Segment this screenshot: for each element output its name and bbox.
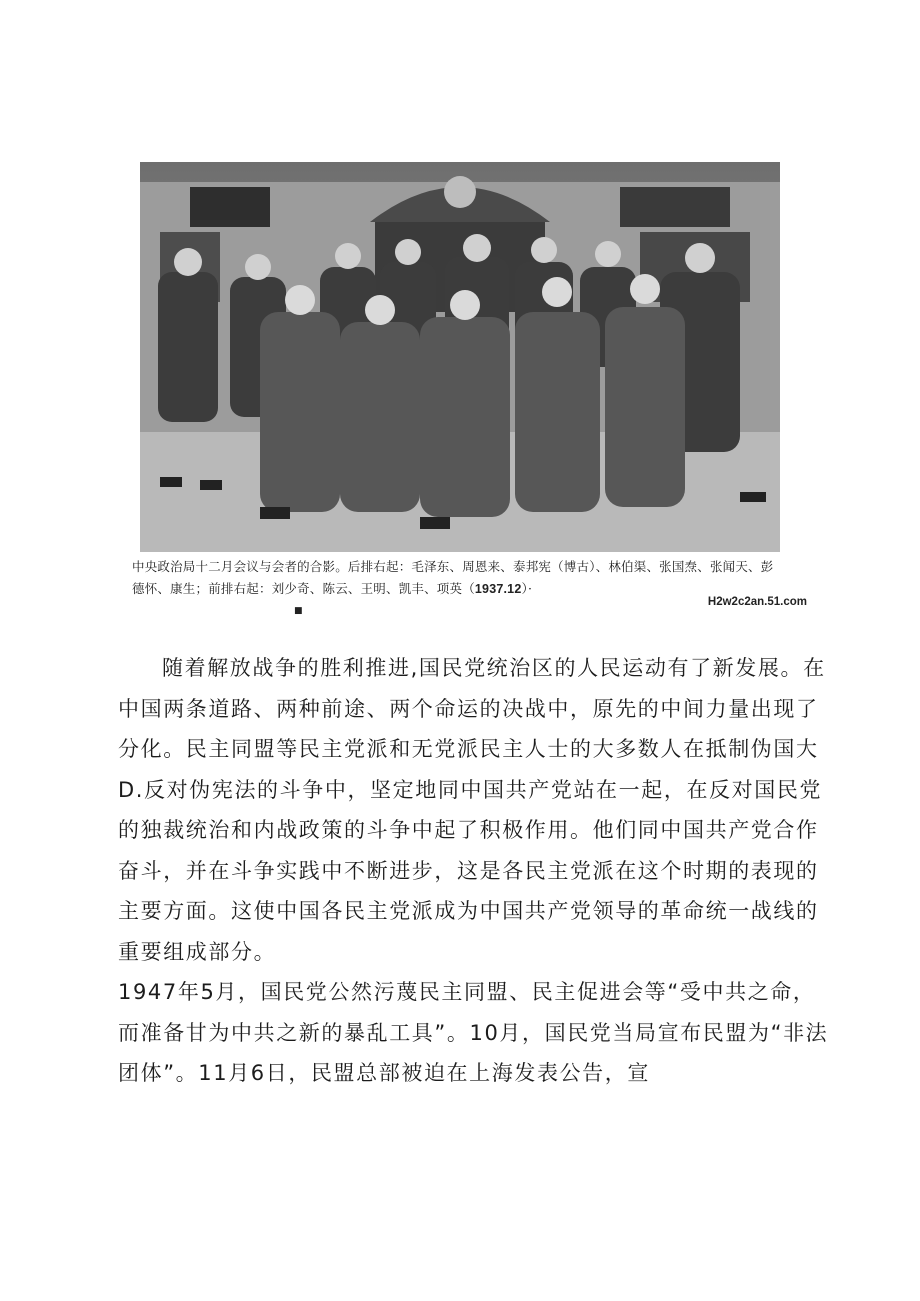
paragraph-2: 1947年5月，国民党公然污蔑民主同盟、民主促进会等“受中共之命，而准备甘为中共之新的暴乱工具”。10月，国民党当局宣布民盟为“非法团体”。11月6日，民盟总部被迫在上海发表公告，宣 bbox=[118, 980, 829, 1085]
caption-date: 1937.12 bbox=[474, 582, 522, 596]
caption-line-2-end: ）· bbox=[521, 581, 533, 596]
paragraph-1: 随着解放战争的胜利推进,国民党统治区的人民运动有了新发展。在中国两条道路、两种前途、两个命运的决战中，原先的中间力量出现了分化。民主同盟等民主党派和无党派民主人士的大多数人在抵制伪国大D.反对伪宪法的斗争中，坚定地同中国共产党站在一起，在反对国民党的独裁统治和内战政策的斗争中起了积极作用。他们同中国共产党合作奋斗，并在斗争实践中不断进步，这是各民主党派在这个时期的表现的主要方面。这使中国各民主党派成为中国共产党领导的革命统一战线的重要组成部分。 bbox=[118, 656, 826, 964]
watermark: H2w2c2an.51.com bbox=[707, 596, 807, 608]
caption-line-2-text: 德怀、康生；前排右起：刘少奇、陈云、王明、凯丰、项英（ bbox=[132, 581, 475, 596]
photo-caption bbox=[132, 556, 812, 622]
group-photo-illustration bbox=[140, 162, 780, 552]
body-text bbox=[118, 648, 830, 1094]
caption-bullet: ■ bbox=[294, 606, 303, 616]
caption-line-1: 中央政治局十二月会议与会者的合影。后排右起：毛泽东、周恩来、泰邦宪（博古）、林伯渠、张国焘、张闻天、彭 bbox=[132, 559, 774, 574]
group-photo bbox=[140, 162, 780, 552]
